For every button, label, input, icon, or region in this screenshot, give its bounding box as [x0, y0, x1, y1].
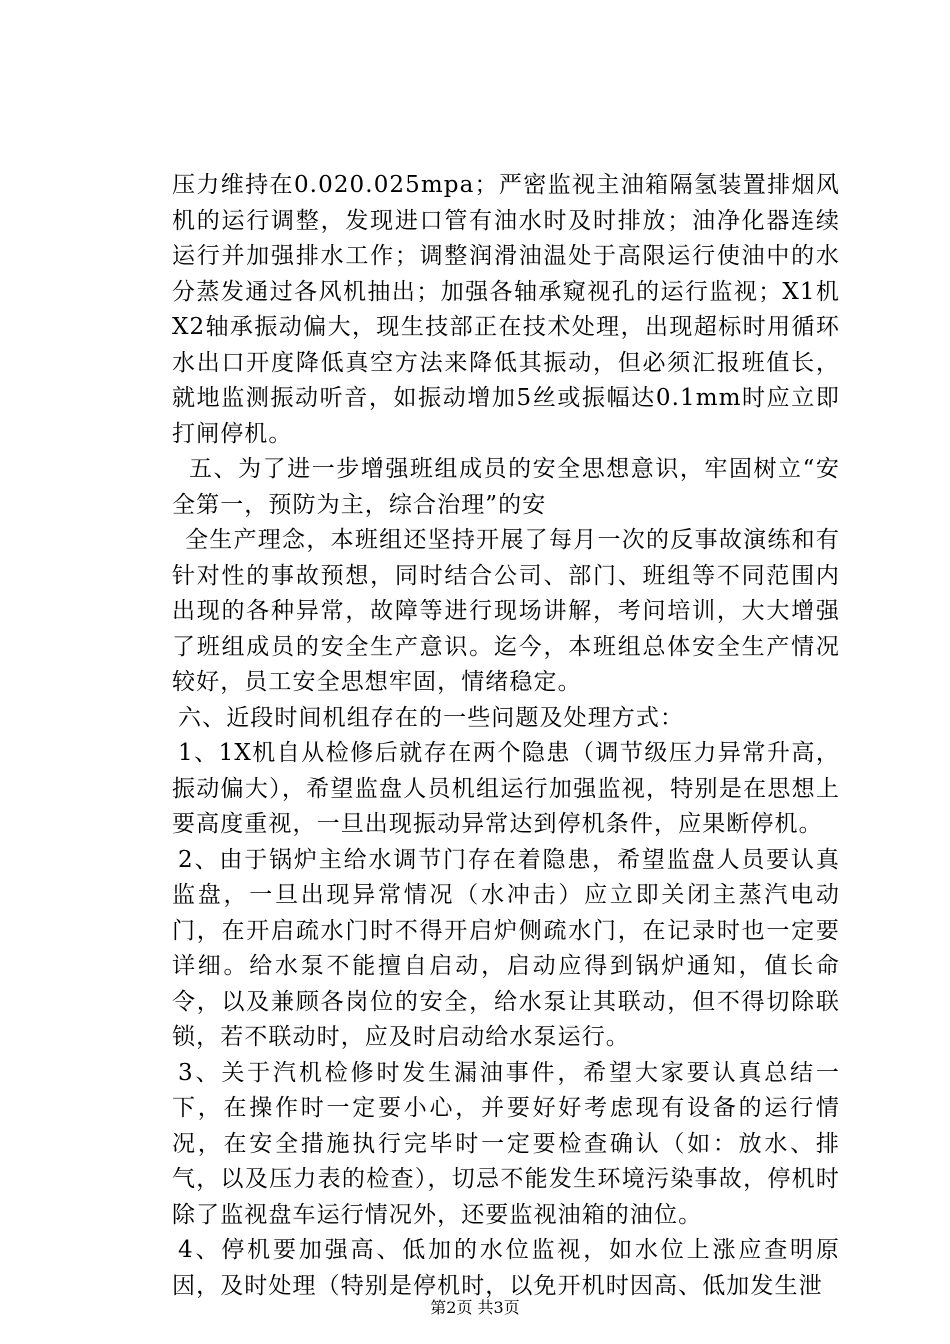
paragraph-item-1: 1、1X机自从检修后就存在两个隐患（调节级压力异常升高，振动偏大），希望监盘人员机组运行加强监视，特别是在思想上要高度重视，一旦出现振动异常达到停机条件，应果断停机。 — [172, 740, 840, 837]
document-body — [172, 168, 840, 1304]
paragraph-item-3: 3、关于汽机检修时发生漏油事件，希望大家要认真总结一下，在操作时一定要小心，并要好好考虑现有设备的运行情况，在安全措施执行完毕时一定要检查确认（如：放水、排气，以及压力表的检查），切忌不能发生环境污染事故，停机时除了监视盘车运行情况外，还要监视油箱的油位。 — [172, 1059, 840, 1228]
paragraph-section-five: 五、为了进一步增强班组成员的安全思想意识，牢固树立“安全第一，预防为主，综合治理”的安 — [172, 456, 840, 518]
paragraph-item-2: 2、由于锅炉主给水调节门存在着隐患，希望监盘人员要认真监盘，一旦出现异常情况（水冲击）应立即关闭主蒸汽电动门，在开启疏水门时不得开启炉侧疏水门，在记录时也一定要详细。给水泵不能擅自启动，启动应得到锅炉通知，值长命令，以及兼顾各岗位的安全，给水泵让其联动，但不得切除联锁，若不联动时，应及时启动给水泵运行。 — [172, 846, 840, 1050]
paragraph-section-six-heading: 六、近段时间机组存在的一些问题及处理方式： — [178, 704, 685, 731]
paragraph-continuation: 压力维持在0.020.025mpa；严密监视主油箱隔氢装置排烟风机的运行调整，发现进口管有油水时及时排放；油净化器连续运行并加强排水工作；调整润滑油温处于高限运行使油中的水分蒸发通过各风机抽出；加强各轴承窥视孔的运行监视；X1机X2轴承振动偏大，现生技部正在技术处理，出现超标时用循环水出口开度降低真空方法来降低其振动，但必须汇报班值长，就地监测振动听音，如振动增加5丝或振幅达0.1mm时应立即打闸停机。 — [172, 172, 840, 447]
paragraph-item-4: 4、停机要加强高、低加的水位监视，如水位上涨应查明原因，及时处理（特别是停机时，以免开机时因高、低加发生泄 — [172, 1237, 840, 1299]
paragraph-safety-concept: 全生产理念，本班组还坚持开展了每月一次的反事故演练和有针对性的事故预想，同时结合公司、部门、班组等不同范围内出现的各种异常，故障等进行现场讲解，考问培训，大大增强了班组成员的安全生产意识。迄今，本班组总体安全生产情况较好，员工安全思想牢固，情绪稳定。 — [172, 527, 840, 695]
page-footer: 第2页 共3页 — [430, 1298, 520, 1317]
